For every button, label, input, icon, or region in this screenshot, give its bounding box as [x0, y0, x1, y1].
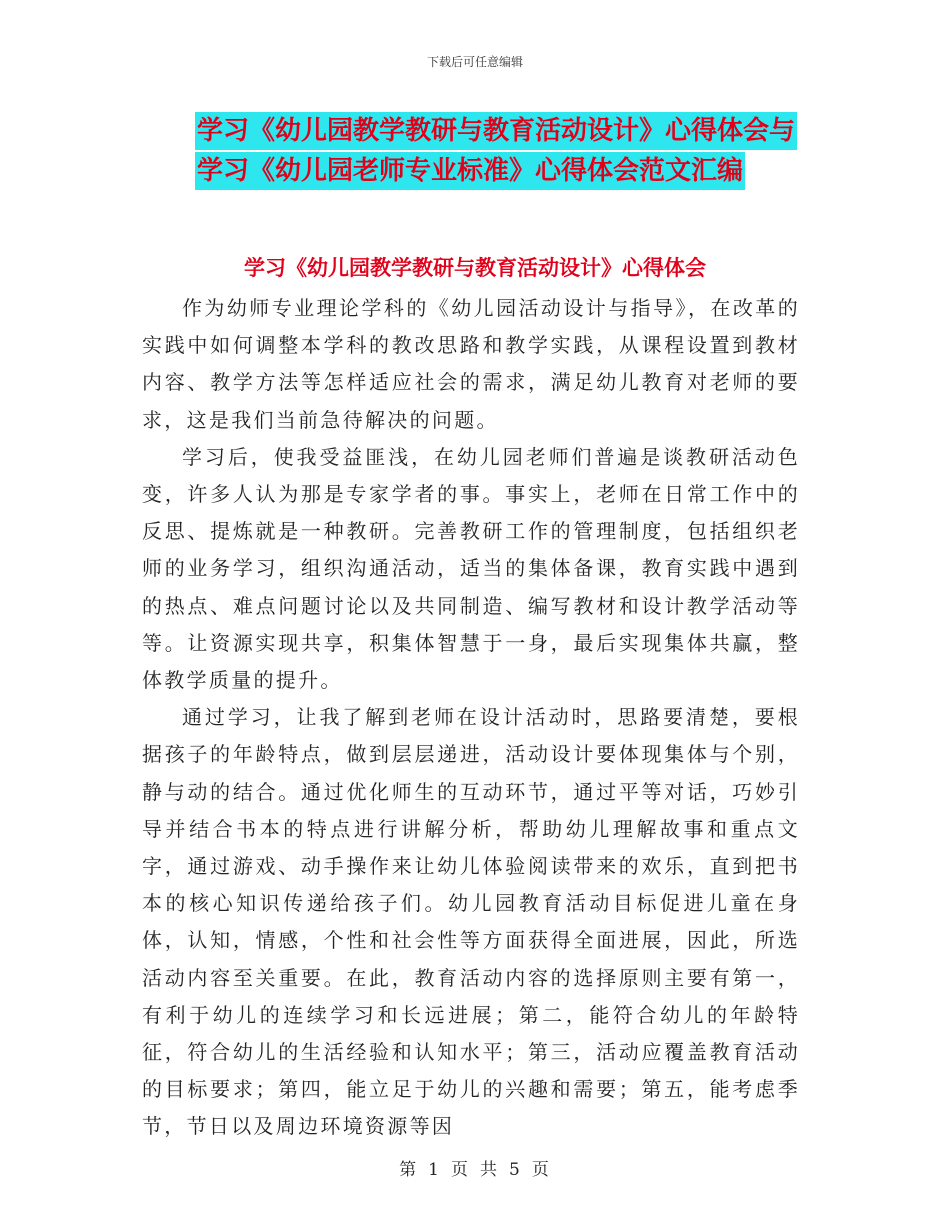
section-heading: 学习《幼儿园教学教研与教育活动设计》心得体会: [244, 256, 706, 280]
footer-suffix: 页: [531, 1160, 551, 1180]
footer-prefix: 第: [399, 1160, 419, 1180]
paragraph: 作为幼师专业理论学科的《幼儿园活动设计与指导》，在改革的实践中如何调整本学科的教改思路和教学实践，从课程设置到教材内容、教学方法等怎样适应社会的需求，满足幼儿教育对老师的要求，这是我们当前急待解决的问题。: [142, 296, 800, 432]
article-body: [142, 290, 800, 1146]
paragraph: 学习后，使我受益匪浅，在幼儿园老师们普遍是谈教研活动色变，许多人认为那是专家学者的事。事实上，老师在日常工作中的反思、提炼就是一种教研。完善教研工作的管理制度，包括组织老师的业务学习，组织沟通活动，适当的集体备课，教育实践中遇到的热点、难点问题讨论以及共同制造、编写教材和设计教学活动等等。让资源实现共享，积集体智慧于一身，最后实现集体共赢，整体教学质量的提升。: [142, 444, 800, 693]
footer-page-word: 页: [451, 1160, 470, 1180]
document-title: [195, 112, 815, 190]
document-title-line-1: 学习《幼儿园教学教研与教育活动设计》心得体会与: [195, 112, 797, 150]
paragraph: 通过学习，让我了解到老师在设计活动时，思路要清楚，要根据孩子的年龄特点，做到层层递进，活动设计要体现集体与个别，静与动的结合。通过优化师生的互动环节，通过平等对话，巧妙引导并结合书本的特点进行讲解分析，帮助幼儿理解故事和重点文字，通过游戏、动手操作来让幼儿体验阅读带来的欢乐，直到把书本的核心知识传递给孩子们。幼儿园教育活动目标促进儿童在身体，认知，情感，个性和社会性等方面获得全面进展，因此，所选活动内容至关重要。在此，教育活动内容的选择原则主要有第一，有利于幼儿的连续学习和长远进展；第二，能符合幼儿的年龄特征，符合幼儿的生活经验和认知水平；第三，活动应覆盖教育活动的目标要求；第四，能立足于幼儿的兴趣和需要；第五，能考虑季节，节日以及周边环境资源等因: [142, 705, 800, 1139]
total-pages-number: 5: [509, 1160, 522, 1180]
document-title-line-2: 学习《幼儿园老师专业标准》心得体会范文汇编: [195, 152, 745, 190]
current-page-number: 1: [428, 1160, 441, 1180]
footer-total-word: 共: [480, 1160, 499, 1180]
page-header-note: 下载后可任意编辑: [426, 55, 523, 69]
page-footer: [0, 1155, 950, 1180]
